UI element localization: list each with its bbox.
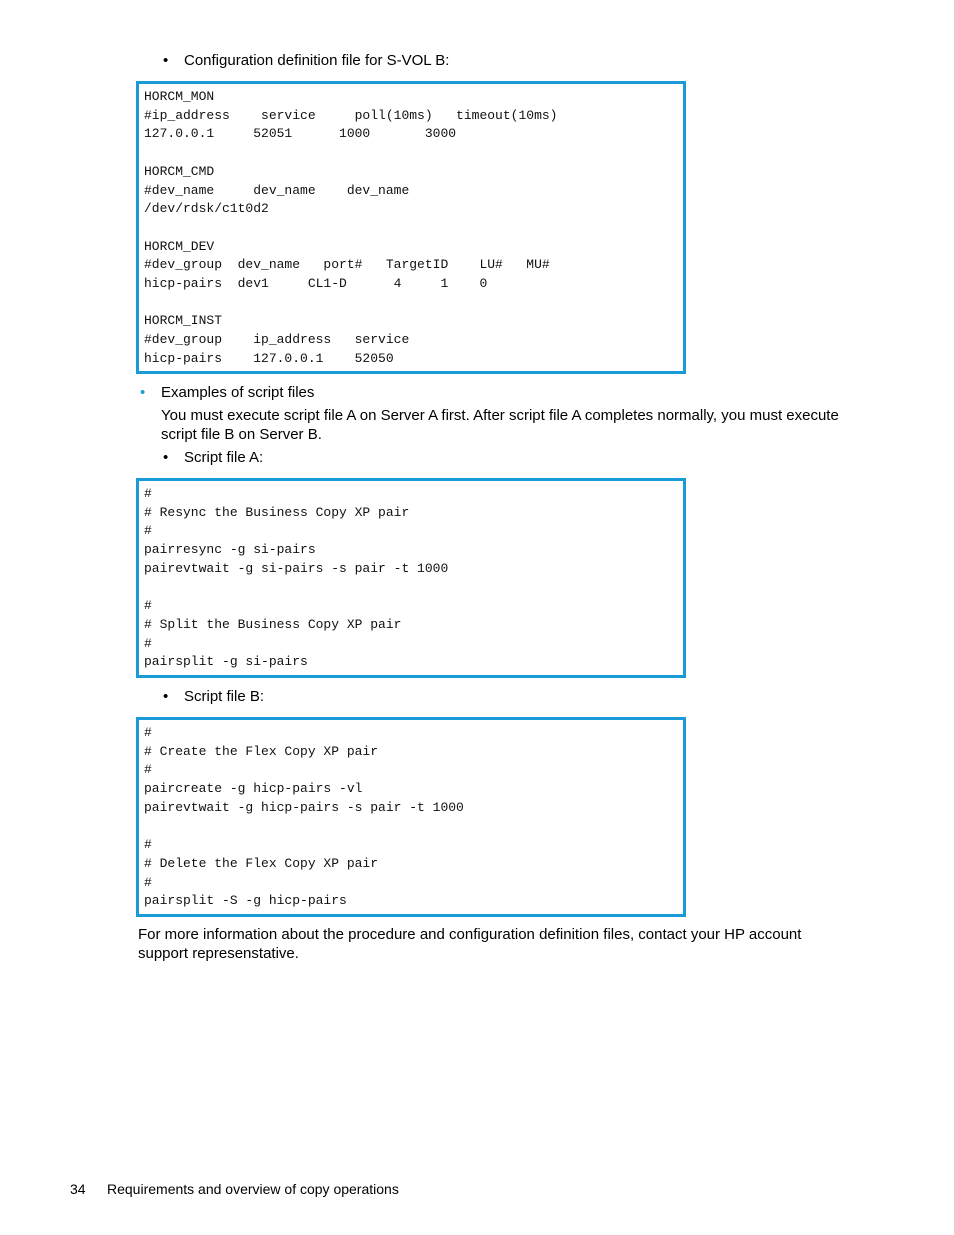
examples-paragraph-line2: script file B on Server B. — [161, 426, 322, 443]
svol-b-config-code: HORCM_MON #ip_address service poll(10ms) timeout(10ms) 127.0.0.1 52051 1000 3000 HORCM_CMD #dev_name dev_name dev_name /dev/rdsk/c1t0d2 HORCM_DEV #dev_group dev_name port# TargetID LU# MU# hicp-pairs dev1 CL1-D 4 1 0 HORCM_INST #dev_group ip_address service hicp-pairs 127.0.0.1 52050 — [144, 89, 558, 366]
script-b-box — [136, 717, 686, 917]
examples-heading: Examples of script files — [161, 384, 315, 401]
svol-b-config-box — [136, 81, 686, 374]
script-b-label: Script file B: — [184, 688, 265, 705]
script-a-label: Script file A: — [184, 449, 264, 466]
script-a-code: # # Resync the Business Copy XP pair # pairresync -g si-pairs pairevtwait -g si-pairs -s pair -t 1000 # # Split the Business Copy XP pair # pairsplit -g si-pairs — [144, 486, 449, 670]
bullet-icon: • — [163, 52, 169, 69]
footer-title: Requirements and overview of copy operations — [107, 1181, 399, 1197]
svol-b-intro: Configuration definition file for S-VOL B: — [184, 52, 450, 69]
examples-paragraph-line1: You must execute script file A on Server A first. After script file A completes normally, you must execute — [161, 407, 839, 424]
script-b-code: # # Create the Flex Copy XP pair # paircreate -g hicp-pairs -vl pairevtwait -g hicp-pairs -s pair -t 1000 # # Delete the Flex Copy XP pair # pairsplit -S -g hicp-pairs — [144, 725, 464, 909]
page-number: 34 — [70, 1181, 86, 1197]
closing-paragraph-line2: support represenstative. — [138, 945, 299, 962]
bullet-icon: • — [163, 449, 169, 466]
script-a-box — [136, 478, 686, 678]
closing-paragraph-line1: For more information about the procedure and configuration definition files, contact your HP account — [138, 926, 802, 943]
bullet-icon: • — [163, 688, 169, 705]
blue-bullet-icon: • — [140, 384, 146, 401]
